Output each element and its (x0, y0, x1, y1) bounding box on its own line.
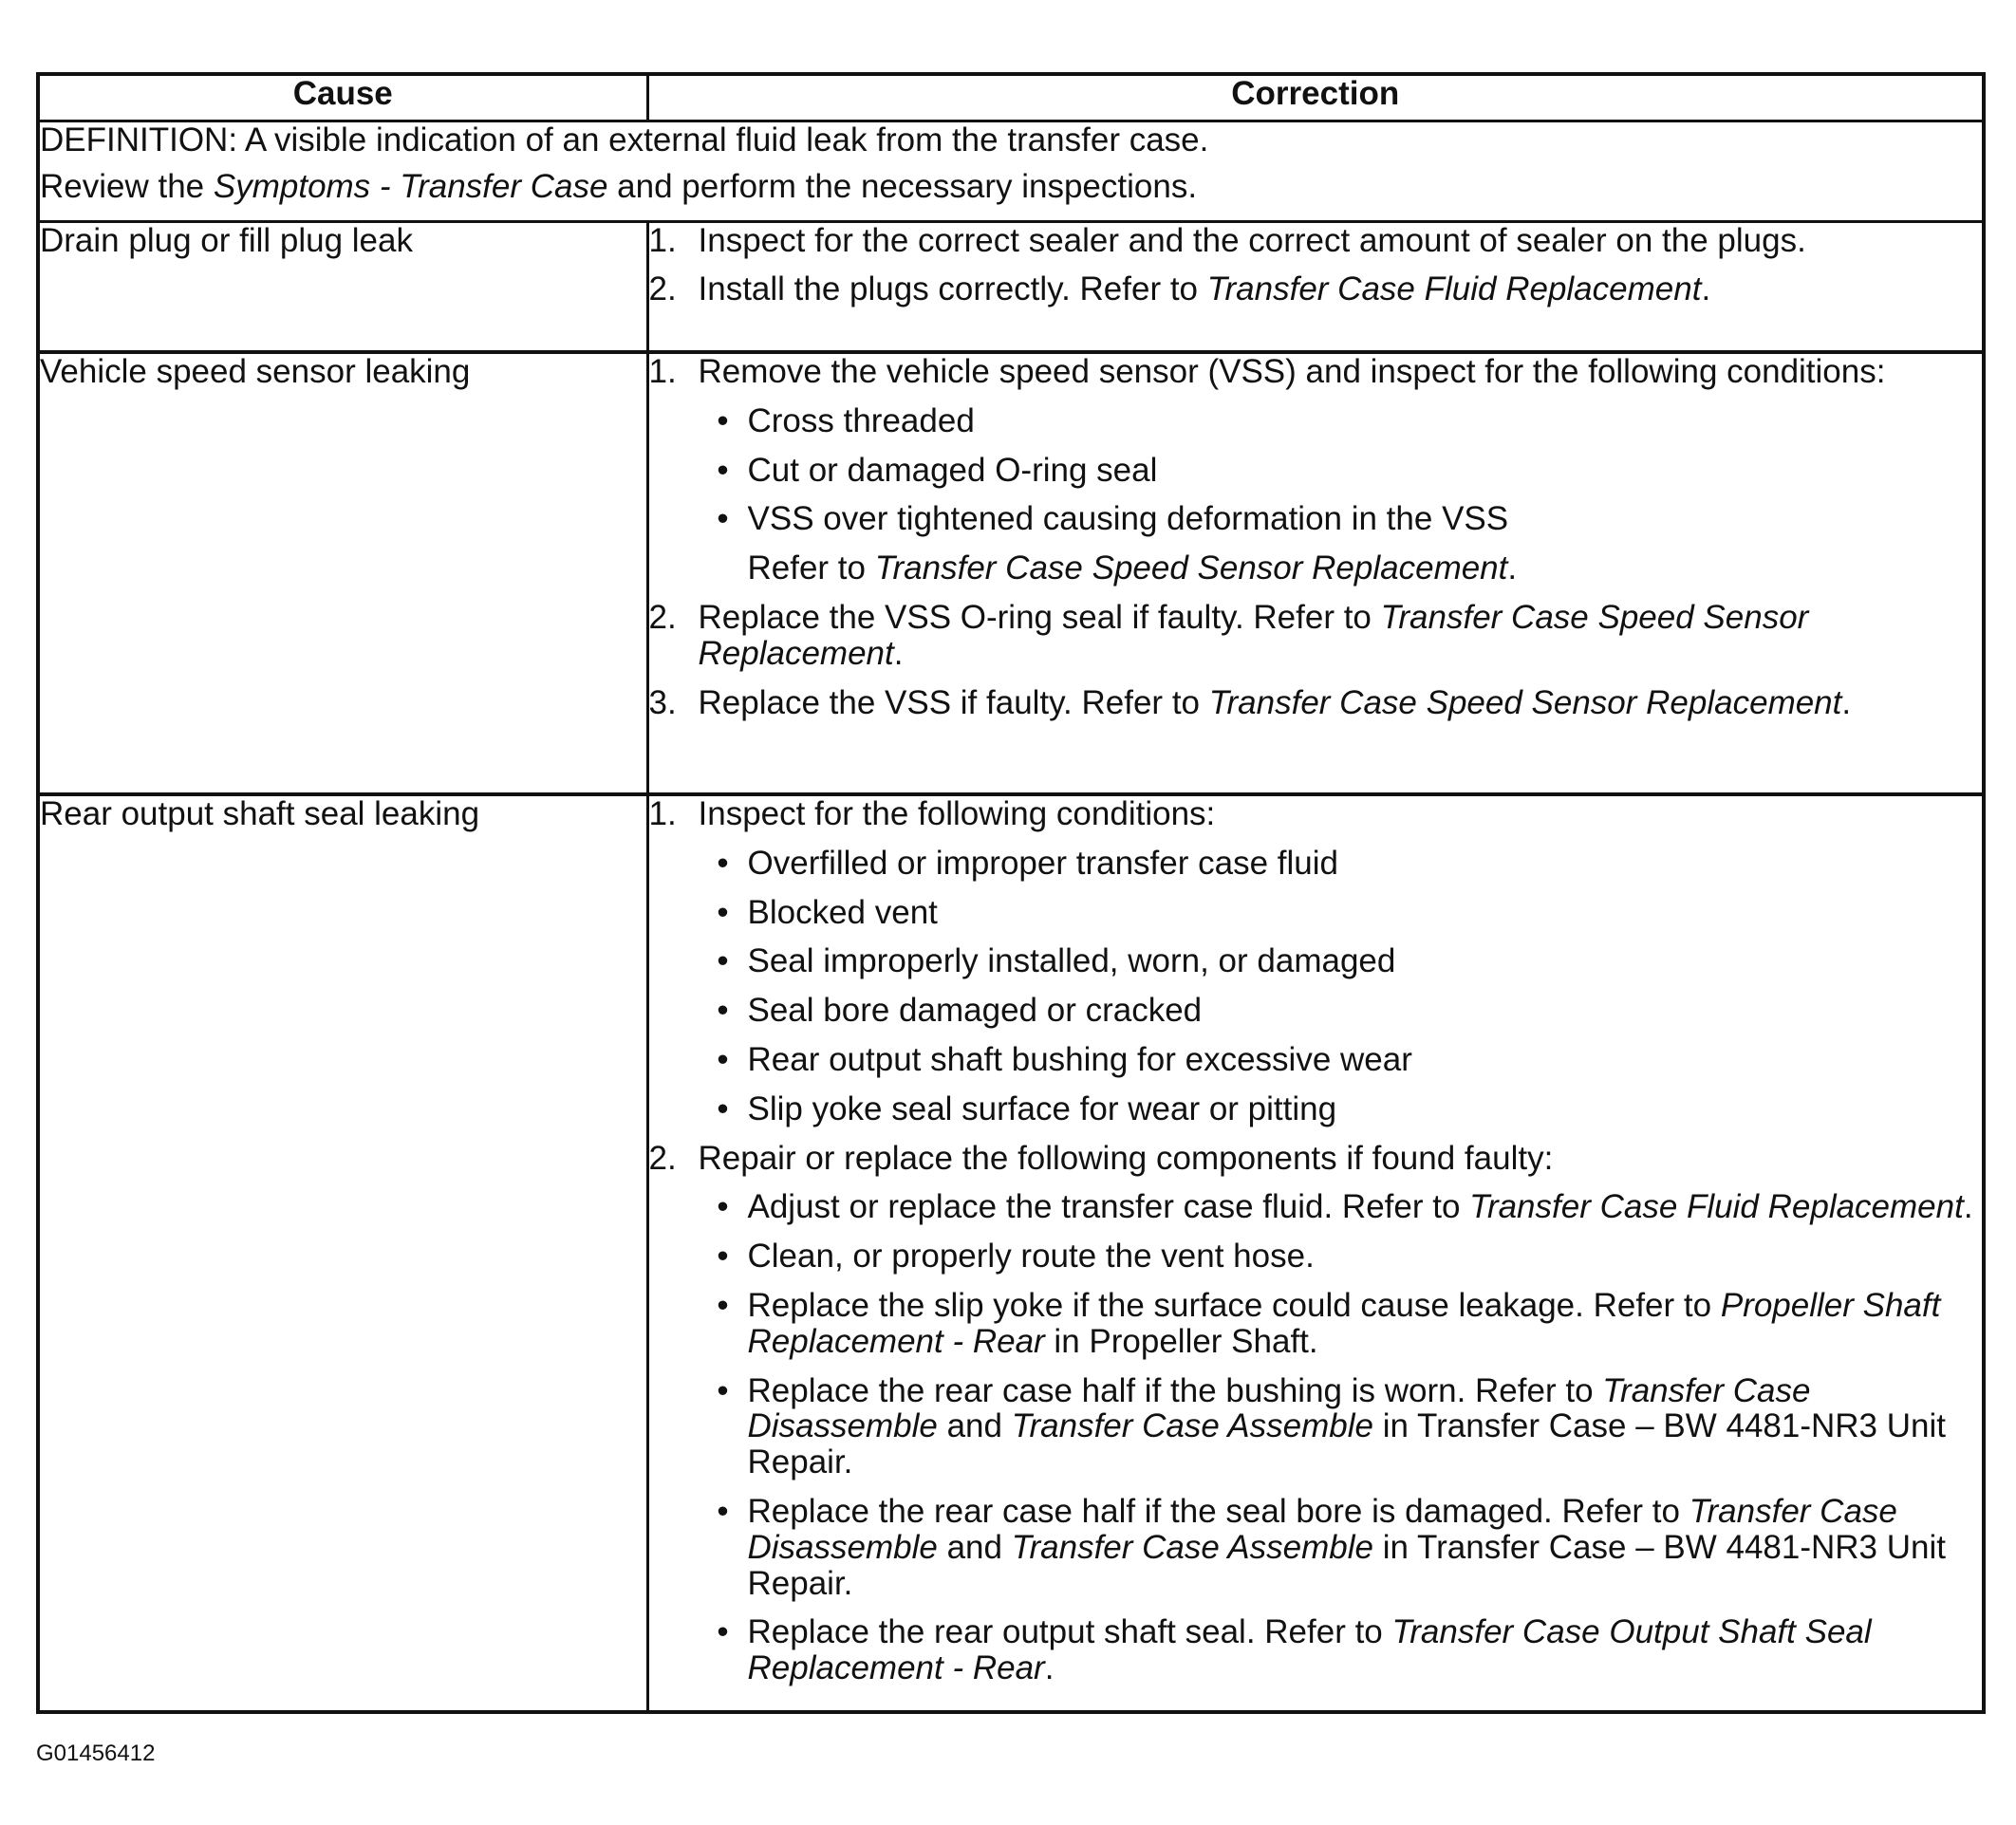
bullet-lead: Replace the slip yoke if the surface could cause leakage. Refer to (747, 1286, 1721, 1324)
bullet-tail: in Transfer Case – BW 4481-NR3 Unit Repair. (747, 1528, 1946, 1602)
procedure-link[interactable]: Transfer Case Disassemble (747, 1371, 1811, 1445)
correction-cell (647, 221, 1982, 352)
bullet-icon: • (717, 500, 729, 538)
bullet-text: Seal bore damaged or cracked (747, 992, 1203, 1030)
definition-text: DEFINITION: A visible indication of an external fluid leak from the transfer case. (40, 121, 1209, 158)
bullet-text: VSS over tightened causing deformation in the VSS (747, 500, 1509, 538)
step-number: 2. (648, 598, 677, 636)
bullet-text: Cross threaded (747, 401, 975, 439)
bullet-icon: • (717, 1613, 729, 1651)
bullet-icon: • (717, 1040, 729, 1078)
procedure-link[interactable]: Propeller Shaft Replacement - Rear (747, 1286, 1941, 1360)
step-number: 1. (648, 221, 677, 259)
refer-tail: . (1507, 549, 1518, 587)
cause-cell: Vehicle speed sensor leaking (40, 352, 647, 794)
bullet-item (699, 943, 1983, 979)
bullet-tail: . (1044, 1649, 1055, 1687)
bullet-item (699, 1238, 1983, 1275)
step-text (699, 271, 1983, 307)
correction-cell (647, 352, 1982, 794)
bullet-icon: • (717, 942, 729, 980)
bullet-item (699, 846, 1983, 882)
refer-lead: Refer to (747, 549, 875, 587)
procedure-link[interactable]: Transfer Case Speed Sensor Replacement (874, 549, 1508, 587)
refer-line (748, 550, 1983, 587)
bullet-tail: in Propeller Shaft. (1044, 1322, 1318, 1360)
cause-cell: Rear output shaft seal leaking (40, 794, 647, 1710)
bullet-lead: Replace the rear output shaft seal. Refer to (747, 1613, 1392, 1651)
cause-cell: Drain plug or fill plug leak (40, 221, 647, 352)
figure-id: G01456412 (36, 1741, 156, 1766)
bullet-icon: • (717, 893, 729, 931)
procedure-link[interactable]: Transfer Case Fluid Replacement (1469, 1188, 1964, 1226)
bullet-lead: Replace the rear case half if the bushing is worn. Refer to (747, 1371, 1603, 1409)
correction-step (649, 354, 1983, 587)
step-body (699, 796, 1983, 1127)
step-text (699, 600, 1983, 672)
symptoms-link[interactable]: Symptoms - Transfer Case (213, 168, 608, 206)
bullet-item (699, 1373, 1983, 1480)
bullet-text: Cut or damaged O-ring seal (747, 451, 1158, 489)
step-body (699, 1141, 1983, 1686)
header-row (40, 76, 1982, 121)
bullet-text (748, 1288, 1983, 1360)
step-text (699, 685, 1983, 721)
bullet-text: Clean, or properly route the vent hose. (747, 1238, 1315, 1276)
procedure-link[interactable]: Transfer Case Disassemble (747, 1492, 1897, 1566)
bullet-item (699, 895, 1983, 931)
step-tail: . (893, 634, 904, 672)
step-number: 3. (648, 683, 677, 721)
bullet-text (748, 1614, 1983, 1686)
procedure-link[interactable]: Transfer Case Fluid Replacement (1206, 270, 1702, 308)
correction-header: Correction (647, 76, 1982, 121)
cause-header: Cause (40, 76, 647, 121)
bullet-item (699, 1189, 1983, 1225)
step-number: 1. (648, 353, 677, 390)
bullet-item (699, 1614, 1983, 1686)
bullet-icon: • (717, 1492, 729, 1530)
correction-step (649, 796, 1983, 1127)
correction-step (649, 1141, 1983, 1686)
bullet-mid: and (937, 1528, 1012, 1566)
procedure-link[interactable]: Transfer Case Assemble (1011, 1528, 1373, 1566)
bullet-text: Rear output shaft bushing for excessive wear (747, 1040, 1412, 1078)
review-tail: and perform the necessary inspections. (607, 168, 1198, 206)
bullet-tail: . (1963, 1188, 1973, 1226)
bullet-text: Blocked vent (747, 893, 938, 931)
correction-step (649, 600, 1983, 672)
bullet-icon: • (717, 1286, 729, 1324)
procedure-link[interactable]: Transfer Case Speed Sensor Replacement (1208, 683, 1842, 721)
step-tail: . (1841, 683, 1852, 721)
bullet-lead: Adjust or replace the transfer case fluid. Refer to (747, 1188, 1470, 1226)
step-text: Repair or replace the following components if found faulty: (698, 1139, 1554, 1177)
procedure-link[interactable]: Transfer Case Output Shaft Seal Replacement - Rear (747, 1613, 1872, 1687)
bullet-item (699, 453, 1983, 489)
definition-cell (40, 121, 1982, 221)
bullet-mid: and (937, 1407, 1012, 1445)
step-text: Inspect for the correct sealer and the correct amount of sealer on the plugs. (698, 221, 1806, 259)
bullet-text (748, 1189, 1983, 1225)
bullet-text: Overfilled or improper transfer case fluid (747, 844, 1338, 882)
bullet-item (699, 1288, 1983, 1360)
step-lead: Replace the VSS if faulty. Refer to (698, 683, 1209, 721)
bullet-text: Seal improperly installed, worn, or damaged (747, 942, 1396, 980)
bullet-item (699, 1042, 1983, 1078)
step-text: Remove the vehicle speed sensor (VSS) and inspect for the following conditions: (698, 353, 1886, 390)
bullet-icon: • (717, 1238, 729, 1276)
review-lead: Review the (40, 168, 214, 206)
step-lead: Replace the VSS O-ring seal if faulty. Refer to (698, 598, 1381, 636)
procedure-link[interactable]: Transfer Case Speed Sensor Replacement (698, 598, 1809, 672)
review-text (40, 169, 1982, 205)
diagnosis-table (40, 76, 1982, 1710)
diagnosis-table-frame (36, 72, 1986, 1714)
step-number: 1. (648, 795, 677, 832)
bullet-icon: • (717, 992, 729, 1030)
bullet-item (699, 501, 1983, 537)
bullet-icon: • (717, 1089, 729, 1127)
bullet-icon: • (717, 401, 729, 439)
correction-step (649, 223, 1983, 259)
step-text: Inspect for the following conditions: (698, 795, 1216, 832)
step-number: 2. (648, 270, 677, 308)
bullet-icon: • (717, 1371, 729, 1409)
bullet-text: Slip yoke seal surface for wear or pitting (747, 1089, 1337, 1127)
table-row (40, 221, 1982, 352)
definition-row (40, 121, 1982, 221)
table-row (40, 794, 1982, 1710)
bullet-lead: Replace the rear case half if the seal bore is damaged. Refer to (747, 1492, 1689, 1530)
bullet-icon: • (717, 1188, 729, 1226)
correction-cell (647, 794, 1982, 1710)
table-row (40, 352, 1982, 794)
bullet-item (699, 1494, 1983, 1601)
bullet-tail: in Transfer Case – BW 4481-NR3 Unit Repair. (747, 1407, 1946, 1481)
bullet-item (699, 993, 1983, 1029)
correction-step (649, 685, 1983, 721)
procedure-link[interactable]: Transfer Case Assemble (1011, 1407, 1373, 1445)
bullet-item (699, 1091, 1983, 1127)
step-body (699, 354, 1983, 587)
step-tail: . (1701, 270, 1711, 308)
correction-step (649, 271, 1983, 307)
bullet-item (699, 403, 1983, 439)
bullet-icon: • (717, 844, 729, 882)
bullet-text (748, 1494, 1983, 1601)
bullet-text (748, 1373, 1983, 1480)
step-lead: Install the plugs correctly. Refer to (698, 270, 1207, 308)
bullet-icon: • (717, 451, 729, 489)
step-number: 2. (648, 1139, 677, 1177)
